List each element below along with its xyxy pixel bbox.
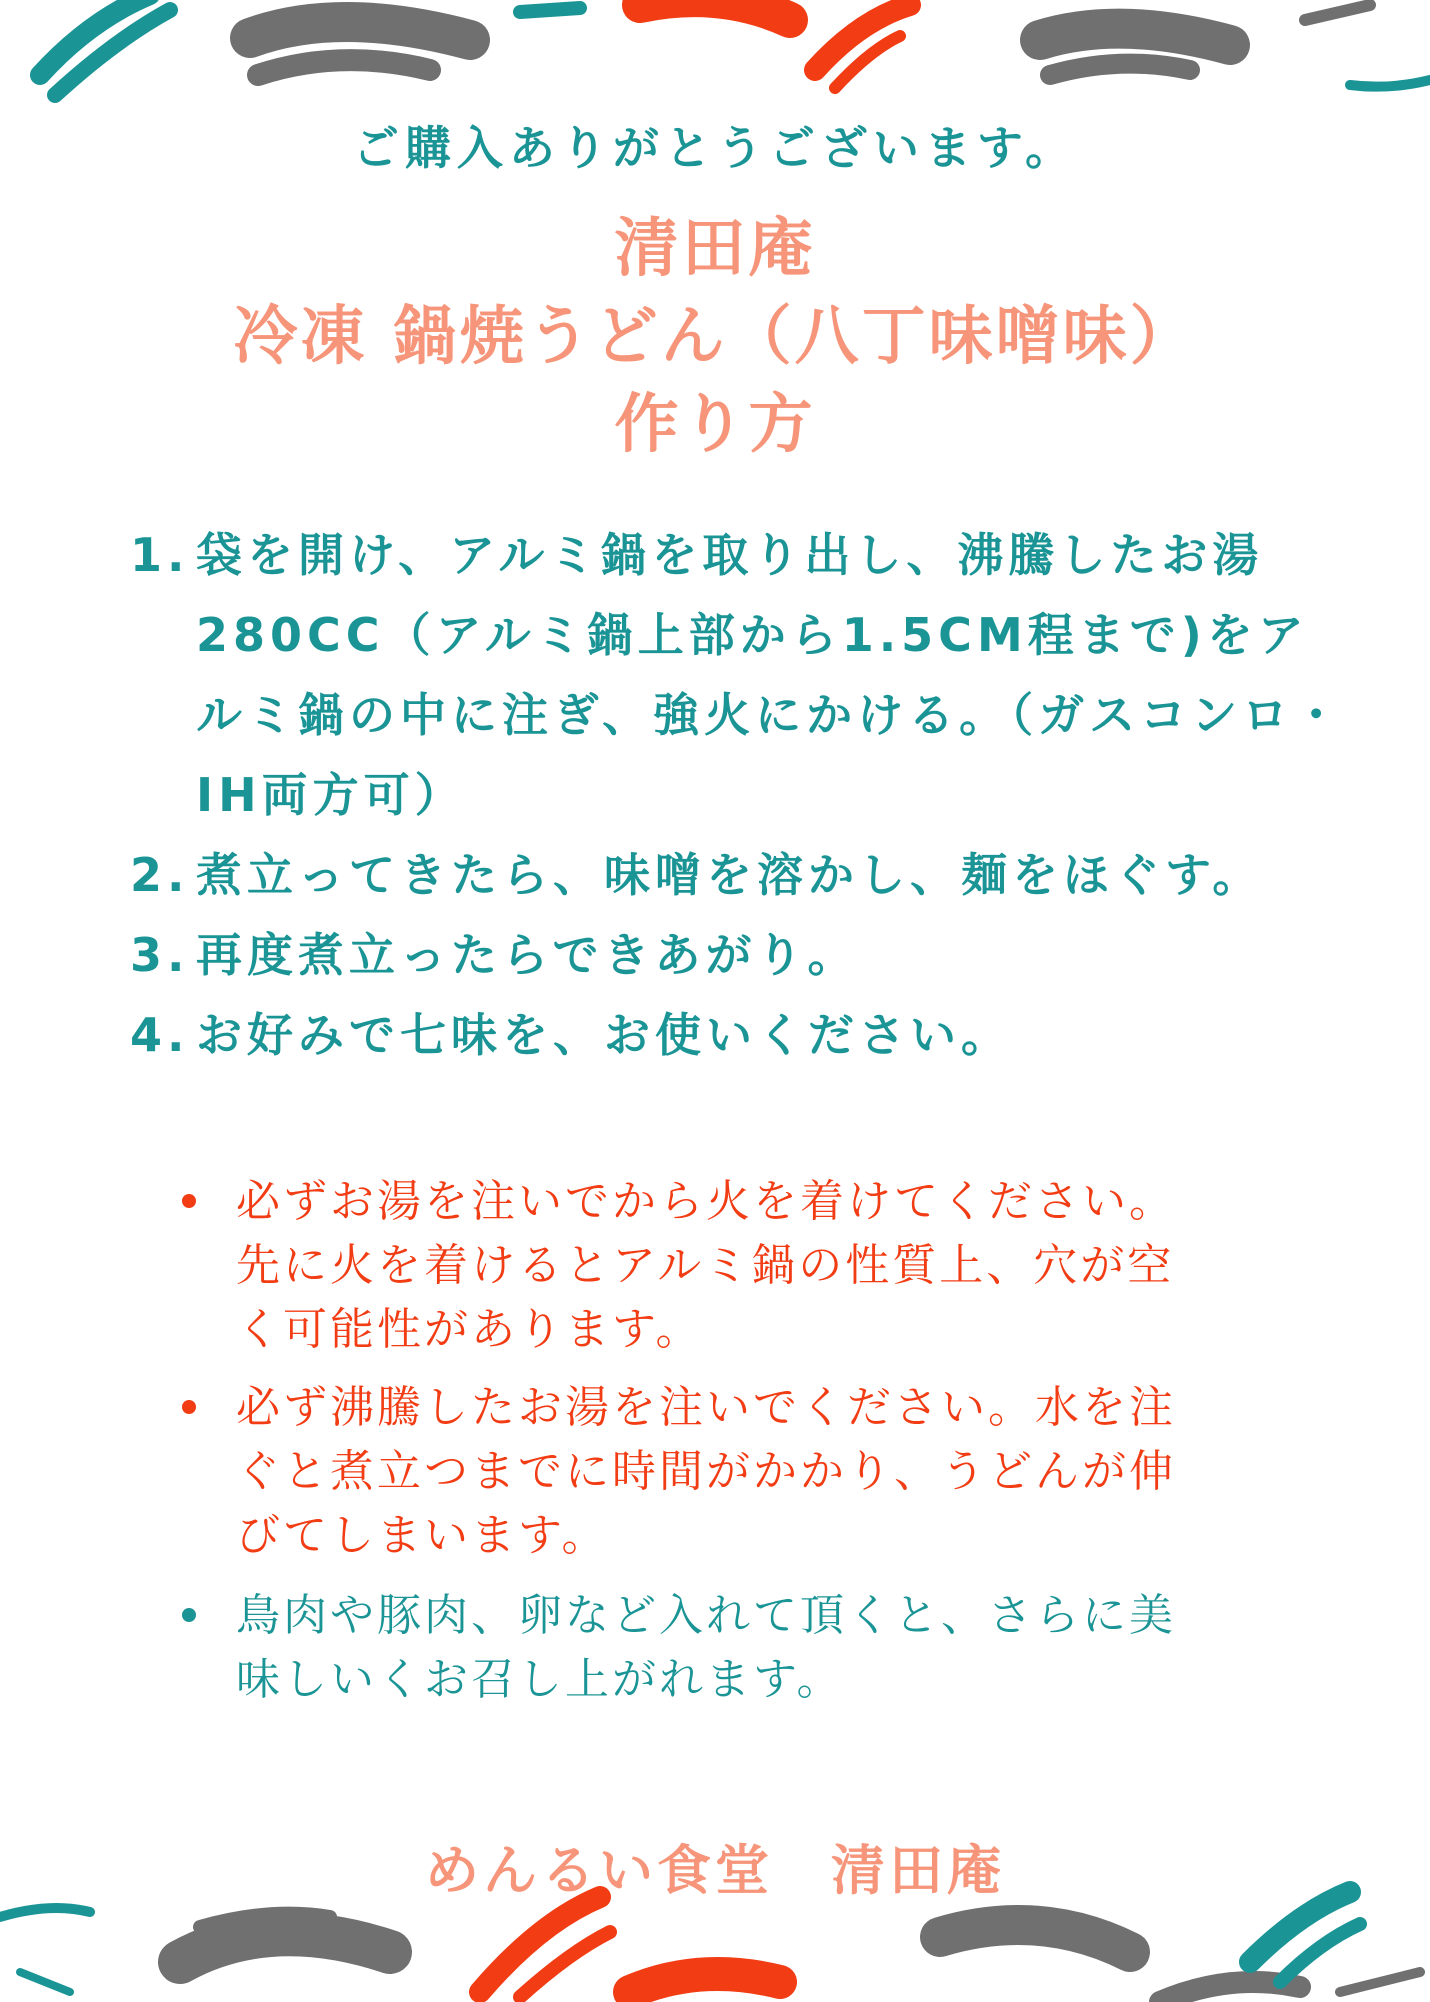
notes-list	[180, 1170, 1200, 1726]
step-text: 再度煮立ったらできあがり。	[196, 928, 859, 982]
footer-shop-name: めんるい食堂 清田庵	[425, 1839, 1005, 1902]
step-number: 2.	[130, 848, 190, 902]
thanks-message: ご購入ありがとうございます。	[352, 121, 1078, 175]
note-text: 鳥肉や豚肉、卵など入れて頂くと、さらに美味しいくお召し上がれます。	[236, 1590, 1176, 1705]
bullet-icon	[182, 1400, 196, 1414]
note-text: 必ずお湯を注いでから火を着けてください。先に火を着けるとアルミ鍋の性質上、穴が空く可能性があります。	[236, 1176, 1176, 1355]
note-text: 必ず沸騰したお湯を注いでください。水を注ぐと煮立つまでに時間がかかり、うどんが伸びてしまいます。	[236, 1382, 1176, 1561]
step-number: 4.	[130, 1008, 190, 1062]
recipe-subtitle: 作り方	[614, 388, 816, 462]
bullet-icon	[182, 1608, 196, 1622]
bullet-icon	[182, 1194, 196, 1208]
step-text: 袋を開け、アルミ鍋を取り出し、沸騰したお湯280CC（アルミ鍋上部から1.5CM程まで)をアルミ鍋の中に注ぎ、強火にかける。（ガスコンロ・IH両方可）	[196, 528, 1345, 822]
step-number: 1.	[130, 528, 190, 582]
step-item	[130, 995, 1350, 1075]
warning-note	[180, 1376, 1200, 1568]
steps-list	[130, 515, 1350, 1075]
shop-name: 清田庵	[614, 212, 816, 286]
step-text: お好みで七味を、お使いください。	[196, 1008, 1012, 1062]
step-text: 煮立ってきたら、味噌を溶かし、麺をほぐす。	[196, 848, 1264, 902]
tip-note	[180, 1584, 1200, 1712]
warning-note	[180, 1170, 1200, 1362]
step-item	[130, 515, 1350, 835]
step-item	[130, 835, 1350, 915]
step-number: 3.	[130, 928, 190, 982]
bottom-brush-decoration	[0, 1842, 1430, 2002]
product-name: 冷凍 鍋焼うどん（八丁味噌味）	[233, 300, 1197, 374]
title-block	[0, 205, 1430, 469]
step-item	[130, 915, 1350, 995]
